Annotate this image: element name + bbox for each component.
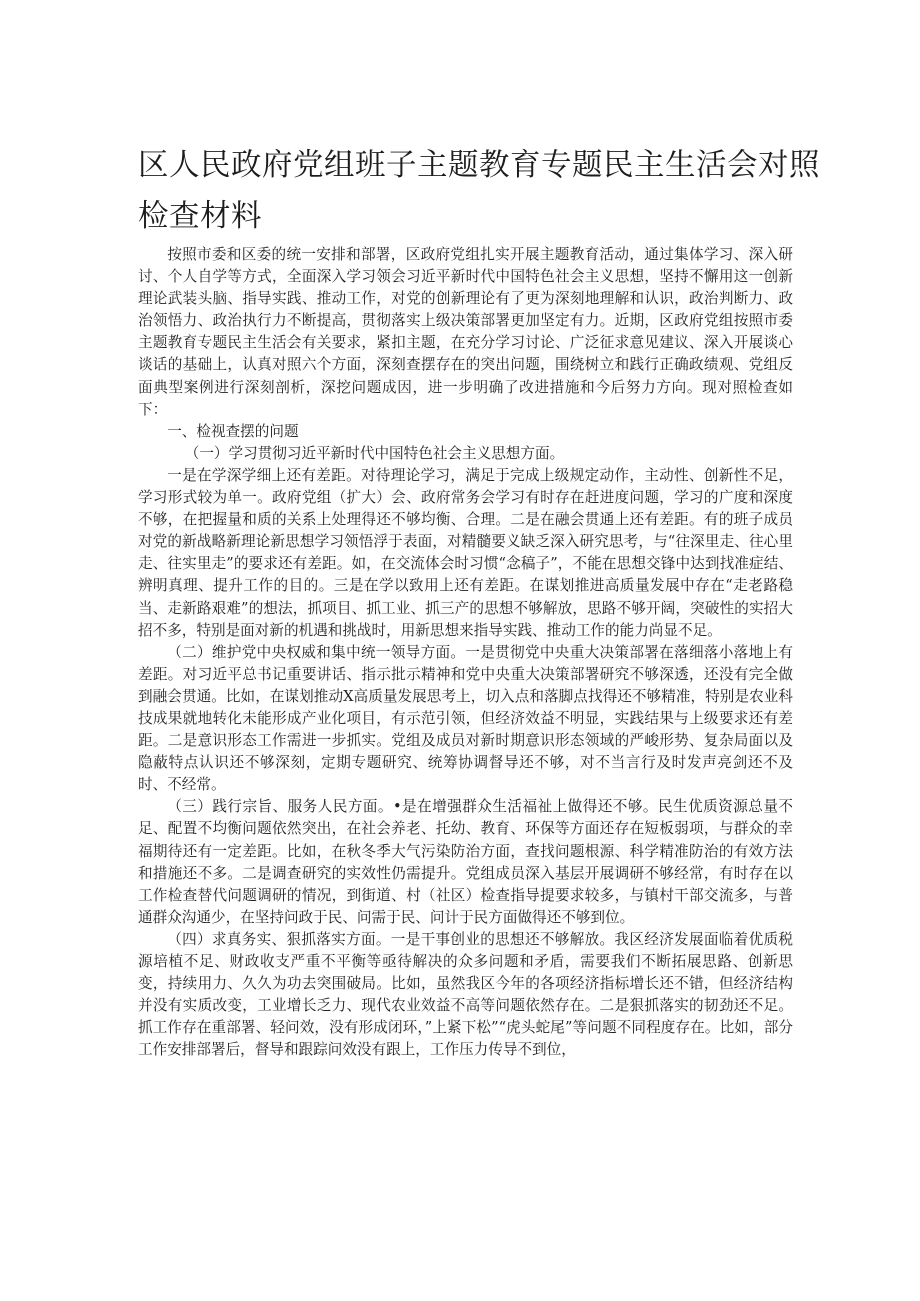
document-body bbox=[138, 244, 793, 1061]
section-heading-problems: 一、检视查摆的问题 bbox=[167, 422, 299, 440]
intro-paragraph: 按照市委和区委的统一安排和部署，区政府党组扎实开展主题教育活动，通过集体学习、深入研讨、个人自学等方式，全面深入学习领会习近平新时代中国特色社会主义思想，坚持不懈用这一创新理论武装头脑、指导实践、推动工作，对党的创新理论有了更为深刻地理解和认识，政治判断力、政治领悟力、政治执行力不断提高，贯彻落实上级决策部署更加坚定有力。近期，区政府党组按照市委主题教育专题民主生活会有关要求，紧扣主题，在充分学习讨论、广泛征求意见建议、深入开展谈心谈话的基础上，认真对照六个方面，深刻查摆存在的突出问题，围绕树立和践行正确政绩观、党组反面典型案例进行深刻剖析，深挖问题成因，进一步明确了改进措施和今后努力方向。现对照检查如下： bbox=[138, 246, 793, 418]
subsection-heading-theory-study: （一）学习贯彻习近平新时代中国特色社会主义思想方面。 bbox=[184, 444, 565, 462]
document-title bbox=[138, 140, 820, 242]
paragraph-serve-people: （三）践行宗旨、服务人民方面。•是在增强群众生活福祉上做得还不够。民生优质资源总量不足、配置不均衡问题依然突出，在社会养老、托幼、教育、环保等方面还存在短板弱项，与群众的幸福期待还有一定差距。比如，在秋冬季大气污染防治方面，查找问题根源、科学精准防治的有效方法和措施还不多。二是调查研究的实效性仍需提升。党组成员深入基层开展调研不够经常，有时存在以工作检查替代问题调研的情况，到街道、村（社区）检查指导提要求较多，与镇村干部交流多，与普通群众沟通少，在坚持问政于民、问需于民、问计于民方面做得还不够到位。 bbox=[138, 798, 793, 926]
document-title-line-1: 区人民政府党组班子主题教育专题民主生活会对照 bbox=[138, 148, 820, 183]
paragraph-theory-study: 一是在学深学细上还有差距。对待理论学习，满足于完成上级规定动作，主动性、创新性不足，学习形式较为单一。政府党组（扩大）会、政府常务会学习有时存在赶进度问题，学习的广度和深度不够，在把握量和质的关系上处理得还不够均衡、合理。二是在融会贯通上还有差距。有的班子成员对党的新战略新理论新思想学习领悟浮于表面，对精髓要义缺乏深入研究思考，与“往深里走、往心里走、往实里走”的要求还有差距。如，在交流体会时习惯“念稿子”，不能在思想交锋中达到找准症结、辨明真理、提升工作的目的。三是在学以致用上还有差距。在谋划推进高质量发展中存在“走老路稳当、走新路艰难”的想法，抓项目、抓工业、抓三产的思想不够解放，思路不够开阔，突破性的实招大招不多，特别是面对新的机遇和挑战时，用新思想来指导实践、推动工作的能力尚显不足。 bbox=[138, 466, 793, 639]
document-title-line-2: 检查材料 bbox=[138, 199, 262, 234]
paragraph-central-authority: （二）维护党中央权威和集中统一领导方面。一是贯彻党中央重大决策部署在落细落小落地上有差距。对习近平总书记重要讲话、指示批示精神和党中央重大决策部署研究不够深透，还没有完全做到融会贯通。比如，在谋划推动X高质量发展思考上，切入点和落脚点找得还不够精准，特别是农业科技成果就地转化未能形成产业化项目，有示范引领，但经济效益不明显，实践结果与上级要求还有差距。二是意识形态工作需进一步抓实。党组及成员对新时期意识形态领域的严峻形势、复杂局面以及隐蔽特点认识还不够深刻，定期专题研究、统筹协调督导还不够，对不当言行及时发声亮剑还不及时、不经常。 bbox=[138, 643, 793, 794]
paragraph-pragmatic-implementation: （四）求真务实、狠抓落实方面。一是干事创业的思想还不够解放。我区经济发展面临着优质税源培植不足、财政收支严重不平衡等亟待解决的众多问题和矛盾，需要我们不断拓展思路、创新思变，持续用力、久久为功去突围破局。比如，虽然我区今年的各项经济指标增长还不错，但经济结构并没有实质改变，工业增长乏力、现代农业效益不高等问题依然存在。二是狠抓落实的韧劲还不足。抓工作存在重部署、轻问效，没有形成闭环，”上紧下松”“虎头蛇尾”等问题不同程度存在。比如，部分工作安排部署后，督导和跟踪问效没有跟上，工作压力传导不到位， bbox=[138, 930, 793, 1059]
